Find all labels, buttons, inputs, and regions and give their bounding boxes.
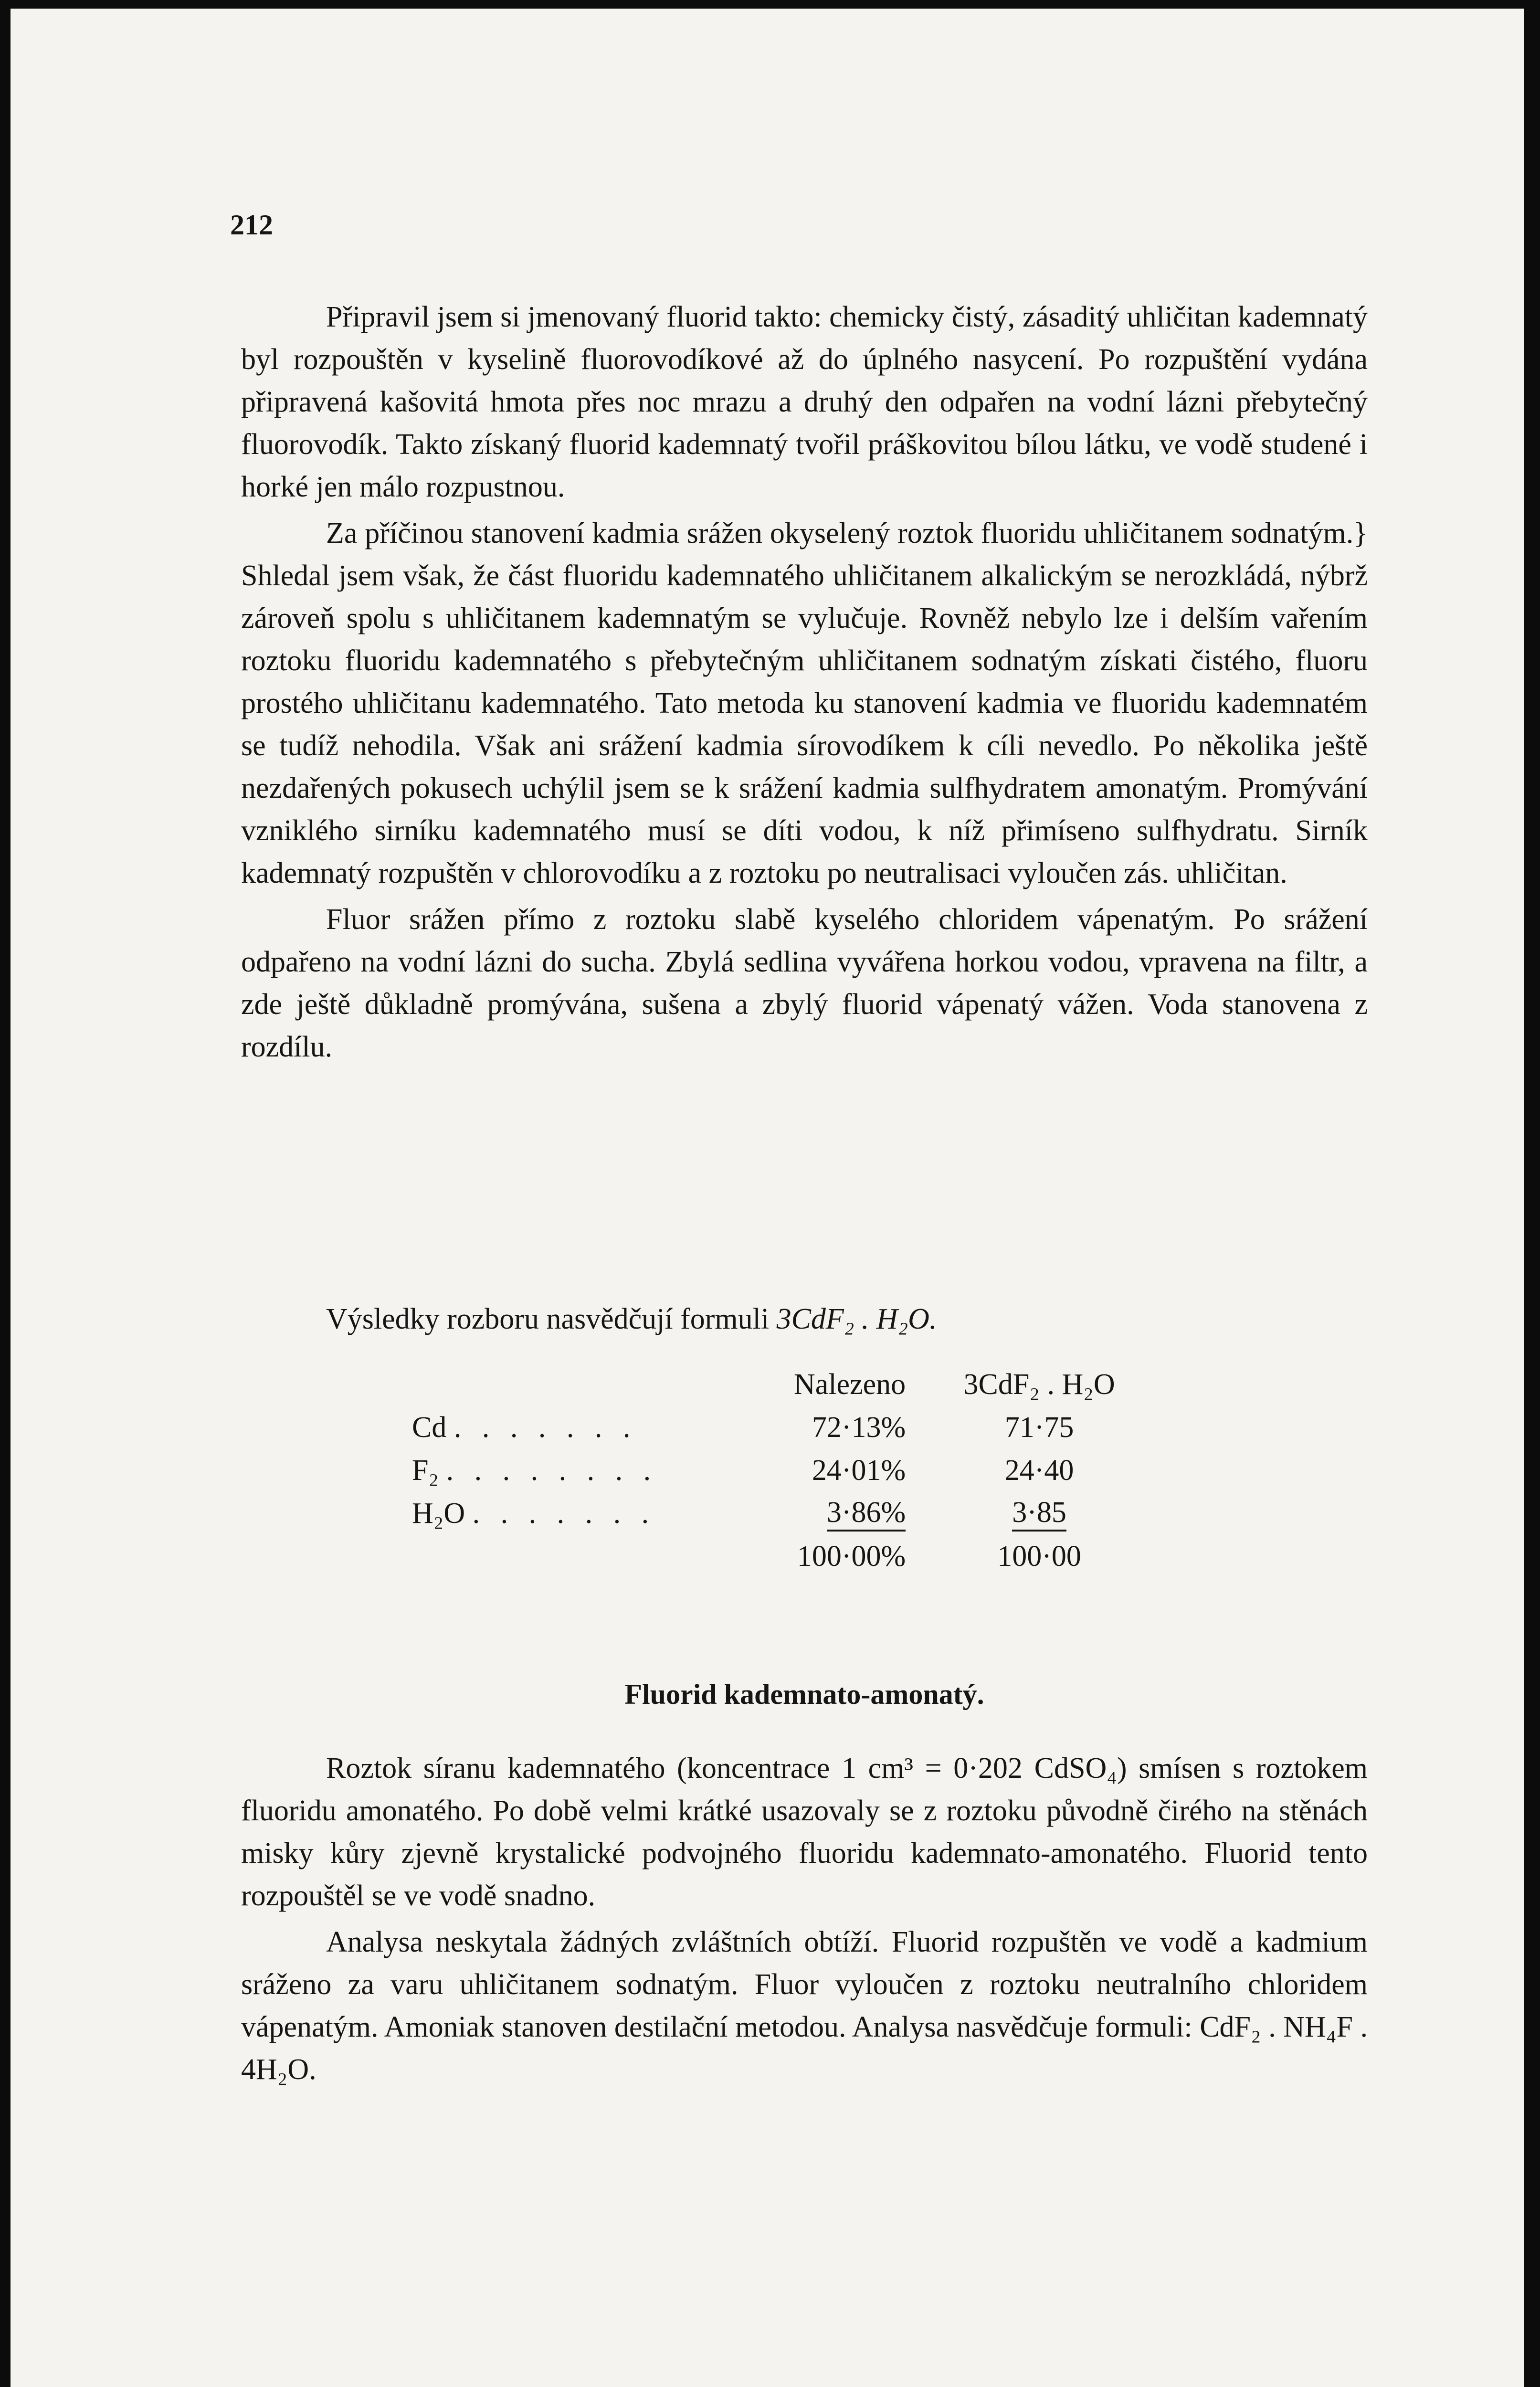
paragraph-double-fluoride-preparation: Roztok síranu kademnatého (koncentrace 1 cm³ = 0·202 CdSO₄) smísen s roztokem fluoridu amonatého. Po době velmi krátké usazovaly se z roztoku původně čirého na stěnách misky kůry zjevně krystalické podvojného fluoridu kademnato-amonatého. Fluorid tento rozpouštěl se ve vodě snadno. [241,1752,1368,1912]
row-calc-value: 3·85 [1012,1496,1066,1531]
total-found-value: 100·00% [797,1540,906,1573]
paragraph-preparation: Připravil jsem si jmenovaný fluorid takto: chemicky čistý, zásaditý uhličitan kademnatý byl rozpouštěn v kyselině fluorovodíkové až do úplného nasycení. Po rozpuštění vydána připravená kašovitá hmota přes noc mrazu a druhý den odpařen na vodní lázni přebytečný fluorovodík. Takto získaný fluorid kademnatý tvořil práškovitou bílou látku, ve vodě studené i horké jen málo rozpustnou. [241,301,1368,503]
scan-border-left [0,0,11,2387]
table-header-row [412,1363,1173,1406]
results-formula: 3CdF₂ . H₂O. [776,1303,937,1335]
table-row [412,1449,1173,1492]
row-label: Cd [412,1411,447,1444]
total-calc-value: 100·00 [997,1540,1081,1573]
paragraph-fluorine-determination: Fluor srážen přímo z roztoku slabě kyselého chloridem vápenatým. Po srážení odpařeno na vodní lázni do sucha. Zbylá sedlina vyvářena horkou vodou, vpravena na filtr, a zde ještě důkladně promývána, sušena a zbylý fluorid vápenatý vážen. Voda stanovena z rozdílu. [241,903,1368,1063]
row-calc-value: 71·75 [1004,1411,1074,1444]
row-label: F₂ [412,1454,439,1487]
analysis-results-table [412,1363,1173,1578]
section-heading: Fluorid kademnato-amonatý. [624,1679,984,1710]
page-number: 212 [230,209,273,241]
scan-border-top [0,0,1540,9]
row-found-value: 72·13% [812,1411,906,1444]
results-intro-text: Výsledky rozboru nasvědčují formuli [326,1303,770,1335]
row-found-value: 3·86% [827,1496,906,1531]
row-dots: . . . . . . . . [446,1454,658,1487]
intro-text-block [241,296,1368,1072]
table-header-calc: 3CdF₂ . H₂O [963,1368,1115,1401]
row-calc-value: 24·40 [1004,1454,1074,1487]
row-label: H₂O [412,1497,465,1530]
scan-border-right [1524,0,1540,2387]
table-row [412,1406,1173,1449]
row-dots: . . . . . . . [472,1497,656,1530]
table-total-row [412,1535,1173,1578]
section-text-block [241,1747,1368,2095]
table-row [412,1492,1173,1535]
row-found-value: 24·01% [812,1454,906,1487]
table-header-found: Nalezeno [794,1368,906,1401]
paragraph-cadmium-determination: Za příčinou stanovení kadmia srážen okyselený roztok fluoridu uhličitanem sodnatým.} Shledal jsem však, že část fluoridu kademnatého uhličitanem alkalickým se nerozkládá, nýbrž zároveň spolu s uhličitanem kademnatým se vylučuje. Rovněž nebylo lze i delším vařením roztoku fluoridu kademnatého s přebytečným uhličitanem sodnatým získati čistého, fluoru prostého uhličitanu kademnatého. Tato metoda ku stanovení kadmia ve fluoridu kademnatém se tudíž nehodila. Však ani srážení kadmia sírovodíkem k cíli nevedlo. Po několika ještě nezdařených pokusech uchýlil jsem se k srážení kadmia sulfhydratem amonatým. Promývání vzniklého sirníku kademnatého musí se díti vodou, k níž přimíseno sulfhydratu. Sirník kademnatý rozpuštěn v chlorovodíku a z roztoku po neutralisaci vyloučen zás. uhličitan. [241,517,1368,889]
results-intro-line [326,1302,937,1336]
row-dots: . . . . . . . [454,1411,637,1444]
paragraph-double-fluoride-analysis: Analysa neskytala žádných zvláštních obtíží. Fluorid rozpuštěn ve vodě a kadmium sráženo za varu uhličitanem sodnatým. Fluor vyloučen z roztoku neutralního chloridem vápenatým. Amoniak stanoven destilační metodou. Analysa nasvědčuje formuli: CdF₂ . NH₄F . 4H₂O. [241,1926,1368,2086]
table-header-empty [412,1363,657,1406]
